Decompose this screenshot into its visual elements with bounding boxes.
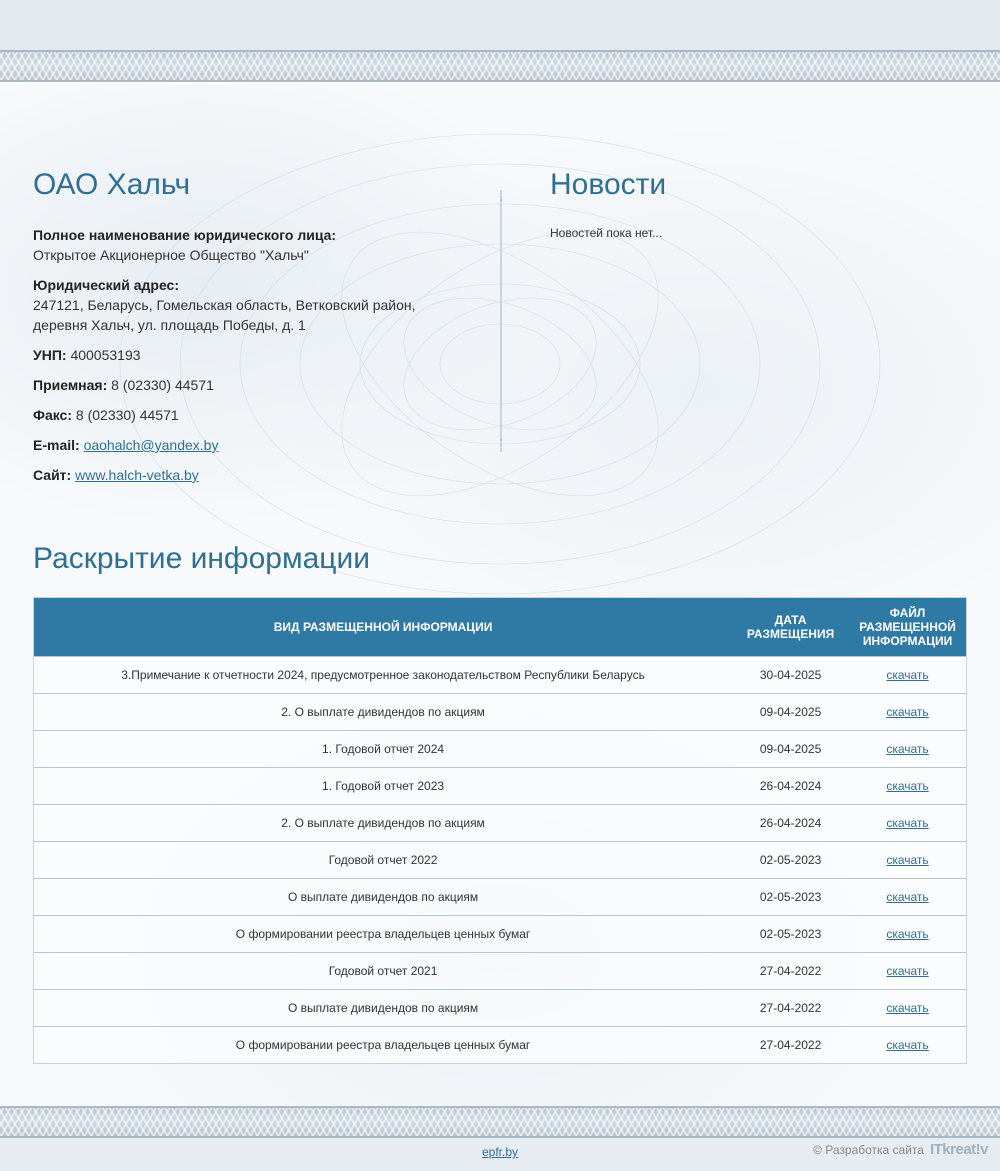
row-date: 26-04-2024	[732, 767, 849, 804]
row-name: Годовой отчет 2021	[34, 952, 732, 989]
download-link[interactable]: скачать	[886, 741, 929, 756]
row-name: 3.Примечание к отчетности 2024, предусмотренное законодательством Республики Беларусь	[34, 656, 732, 693]
itkreativ-logo[interactable]: ITkreat!v	[929, 1141, 988, 1158]
table-row	[34, 730, 966, 767]
disclosure-table-wrap	[33, 597, 967, 1064]
header-file: ФАЙЛ РАЗМЕЩЕННОЙ ИНФОРМАЦИИ	[849, 598, 966, 656]
site-row	[33, 465, 453, 485]
reception-value: 8 (02330) 44571	[111, 377, 214, 393]
company-title: ОАО Хальч	[33, 168, 191, 201]
fax-row	[33, 405, 453, 425]
fax-value: 8 (02330) 44571	[75, 407, 179, 423]
table-row	[34, 915, 966, 952]
row-name: Годовой отчет 2022	[34, 841, 732, 878]
row-name: О выплате дивидендов по акциям	[34, 878, 732, 915]
table-row	[34, 878, 966, 915]
column-divider	[500, 190, 502, 452]
email-label: E-mail:	[33, 437, 80, 453]
table-row	[34, 952, 966, 989]
row-name: О формировании реестра владельцев ценных бумаг	[34, 915, 732, 952]
footer-ornament	[0, 1106, 1000, 1138]
row-date: 30-04-2025	[732, 656, 849, 693]
disclosure-title: Раскрытие информации	[33, 542, 370, 575]
news-empty-text: Новостей пока нет...	[550, 226, 663, 240]
row-date: 02-05-2023	[732, 841, 849, 878]
table-row	[34, 1026, 966, 1063]
email-row	[33, 435, 453, 455]
row-date: 02-05-2023	[732, 878, 849, 915]
row-date: 02-05-2023	[732, 915, 849, 952]
download-link[interactable]: скачать	[886, 1000, 929, 1015]
row-file-cell	[849, 693, 966, 730]
download-link[interactable]: скачать	[886, 815, 929, 830]
reception-label: Приемная:	[33, 377, 108, 393]
company-info	[33, 225, 453, 495]
row-name: 1. Годовой отчет 2023	[34, 767, 732, 804]
table-row	[34, 693, 966, 730]
table-row	[34, 989, 966, 1026]
credits-text: © Разработка сайта	[813, 1142, 924, 1157]
table-body	[34, 656, 966, 1063]
row-date: 26-04-2024	[732, 804, 849, 841]
download-link[interactable]: скачать	[886, 926, 929, 941]
table-row	[34, 656, 966, 693]
row-date: 27-04-2022	[732, 952, 849, 989]
address-label: Юридический адрес:	[33, 277, 179, 293]
footer-epfr-link[interactable]: epfr.by	[481, 1145, 519, 1159]
row-file-cell	[849, 989, 966, 1026]
row-file-cell	[849, 878, 966, 915]
row-file-cell	[849, 915, 966, 952]
site-link[interactable]: www.halch-vetka.by	[75, 467, 199, 483]
row-date: 09-04-2025	[732, 730, 849, 767]
download-link[interactable]: скачать	[886, 963, 929, 978]
row-date: 09-04-2025	[732, 693, 849, 730]
footer-credits	[813, 1141, 988, 1158]
full-name-row	[33, 225, 453, 265]
row-file-cell	[849, 952, 966, 989]
table-row	[34, 767, 966, 804]
address-line2: деревня Хальч, ул. площадь Победы, д. 1	[33, 317, 306, 333]
row-file-cell	[849, 730, 966, 767]
row-file-cell	[849, 841, 966, 878]
address-row	[33, 275, 453, 335]
table-head	[34, 598, 966, 656]
unp-label: УНП:	[33, 347, 67, 363]
full-name-label: Полное наименование юридического лица:	[33, 227, 337, 243]
row-name: 2. О выплате дивидендов по акциям	[34, 693, 732, 730]
header-info-type: ВИД РАЗМЕЩЕННОЙ ИНФОРМАЦИИ	[34, 598, 732, 656]
download-link[interactable]: скачать	[886, 704, 929, 719]
row-name: 2. О выплате дивидендов по акциям	[34, 804, 732, 841]
email-link[interactable]: oaohalch@yandex.by	[83, 437, 219, 453]
full-name-value: Открытое Акционерное Общество "Хальч"	[33, 247, 309, 263]
download-link[interactable]: скачать	[886, 778, 929, 793]
row-file-cell	[849, 1026, 966, 1063]
row-date: 27-04-2022	[732, 1026, 849, 1063]
header-date: ДАТА РАЗМЕЩЕНИЯ	[732, 598, 849, 656]
address-line1: 247121, Беларусь, Гомельская область, Ветковский район,	[33, 297, 416, 313]
table-row	[34, 804, 966, 841]
row-name: О формировании реестра владельцев ценных бумаг	[34, 1026, 732, 1063]
row-file-cell	[849, 804, 966, 841]
table-header-row	[34, 598, 966, 656]
unp-row	[33, 345, 453, 365]
unp-value: 400053193	[70, 347, 141, 363]
site-label: Сайт:	[33, 467, 72, 483]
row-name: О выплате дивидендов по акциям	[34, 989, 732, 1026]
download-link[interactable]: скачать	[886, 889, 929, 904]
row-file-cell	[849, 767, 966, 804]
table-row	[34, 841, 966, 878]
download-link[interactable]: скачать	[886, 852, 929, 867]
fax-label: Факс:	[33, 407, 73, 423]
reception-row	[33, 375, 453, 395]
download-link[interactable]: скачать	[886, 1037, 929, 1052]
disclosure-table	[34, 598, 966, 1063]
row-file-cell	[849, 656, 966, 693]
row-date: 27-04-2022	[732, 989, 849, 1026]
news-title: Новости	[550, 168, 667, 201]
download-link[interactable]: скачать	[886, 667, 929, 682]
row-name: 1. Годовой отчет 2024	[34, 730, 732, 767]
